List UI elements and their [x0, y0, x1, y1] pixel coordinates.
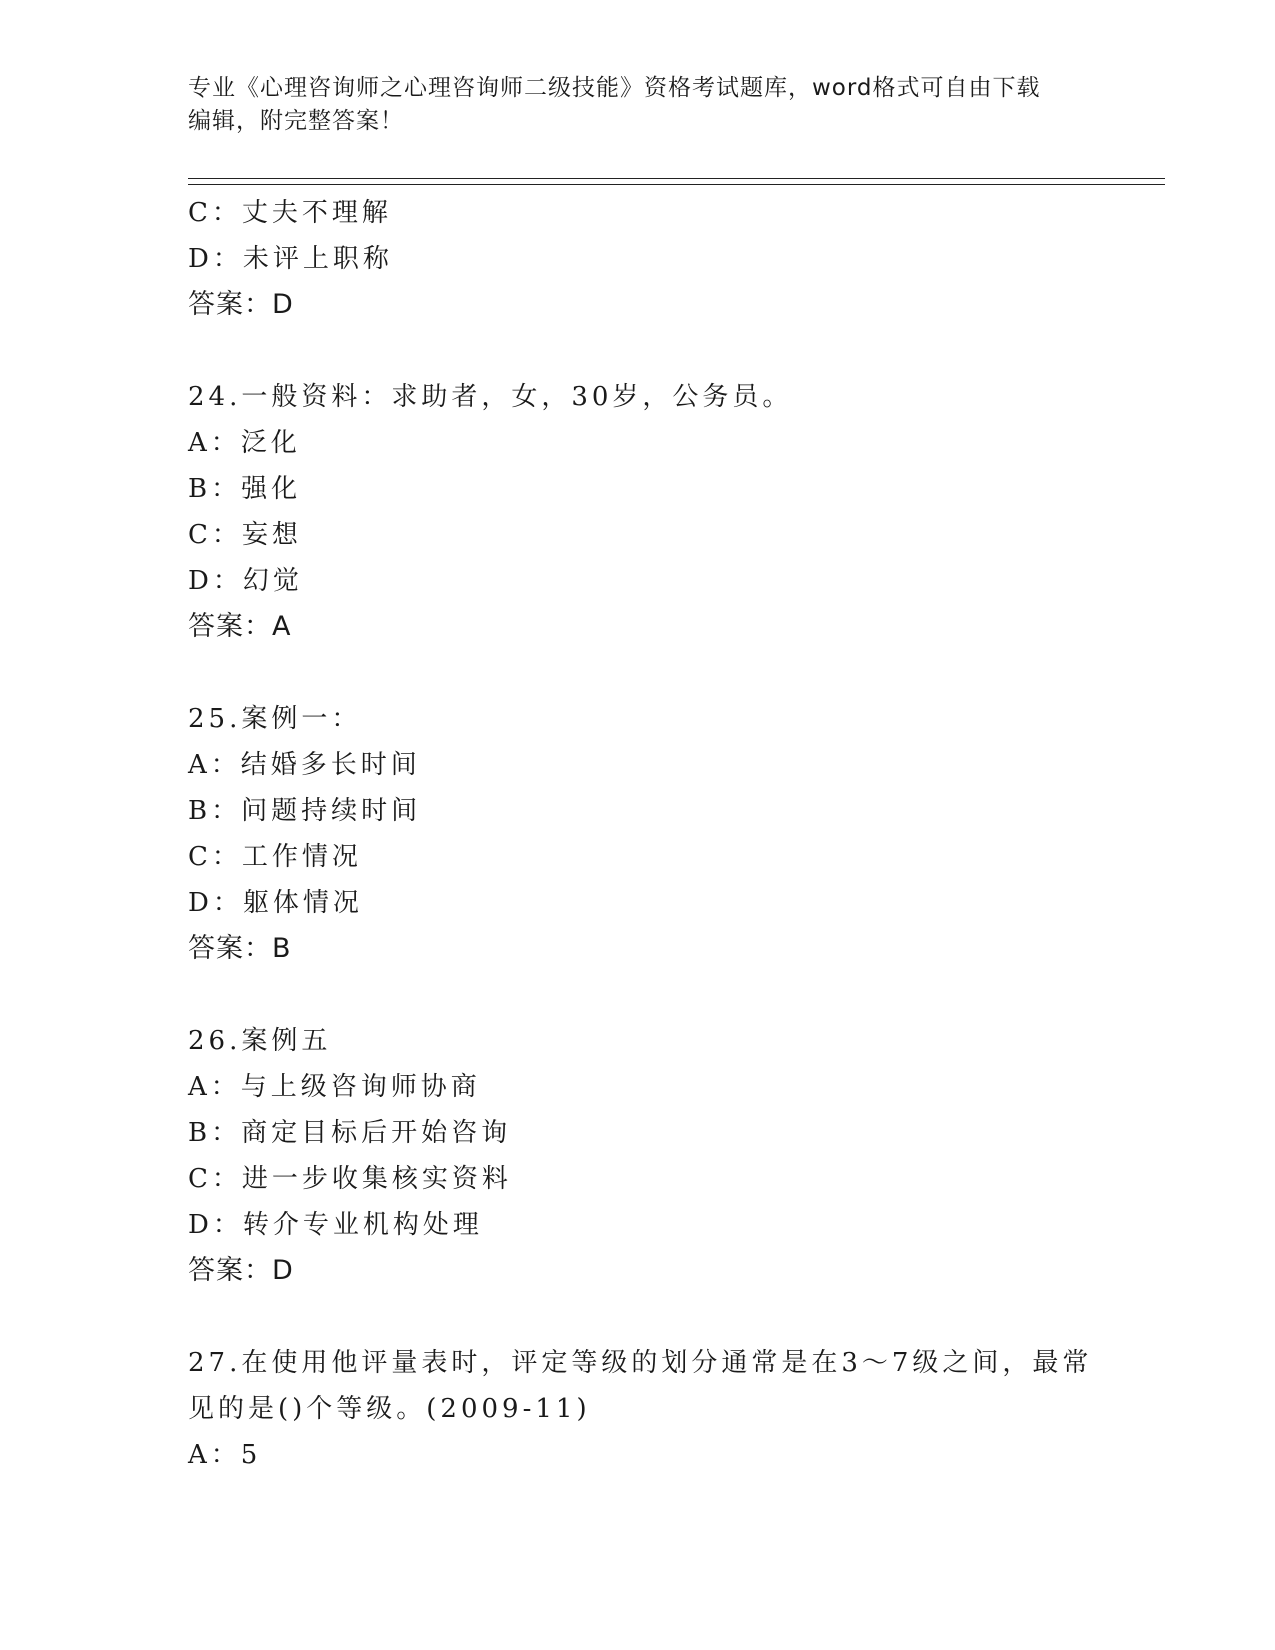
question-title-line-1: 27.在使用他评量表时，评定等级的划分通常是在3～7级之间，最常	[188, 1348, 1093, 1378]
option-a: A：结婚多长时间	[188, 750, 421, 780]
header-line-2: 编辑，附完整答案！	[188, 108, 404, 134]
header-divider-bottom	[188, 184, 1165, 185]
question-item	[188, 1340, 1093, 1478]
question-item	[188, 374, 1088, 650]
option-a: A：与上级咨询师协商	[188, 1072, 481, 1102]
option-a: A：泛化	[188, 428, 301, 458]
option-d: D：幻觉	[188, 566, 303, 596]
option-c: C：妄想	[188, 520, 302, 550]
question-title-line-2: 见的是()个等级。(2009-11)	[188, 1394, 591, 1424]
question-item	[188, 190, 1088, 328]
question-item	[188, 696, 1088, 972]
option-d: D：躯体情况	[188, 888, 363, 918]
answer-line: 答案：A	[188, 611, 292, 642]
header-divider-top	[188, 178, 1165, 179]
question-title: 25.案例一：	[188, 704, 362, 734]
option-c: C：进一步收集核实资料	[188, 1164, 512, 1194]
option-b: B：强化	[188, 474, 302, 504]
question-title: 26.案例五	[188, 1026, 332, 1056]
option-b: B：商定目标后开始咨询	[188, 1118, 512, 1148]
question-title: 24.一般资料：求助者，女，30岁，公务员。	[188, 382, 793, 412]
option-a: A：5	[188, 1440, 262, 1470]
question-item	[188, 1018, 1088, 1294]
header-line-1: 专业《心理咨询师之心理咨询师二级技能》资格考试题库，word格式可自由下载	[188, 75, 1041, 101]
option-d: D：未评上职称	[188, 244, 393, 274]
answer-line: 答案：D	[188, 1255, 294, 1286]
answer-line: 答案：D	[188, 289, 294, 320]
question-list	[188, 190, 1093, 1478]
answer-line: 答案：B	[188, 933, 292, 964]
option-b: B：问题持续时间	[188, 796, 422, 826]
document-header	[188, 72, 1088, 138]
option-c: C：丈夫不理解	[188, 198, 392, 228]
option-c: C：工作情况	[188, 842, 362, 872]
option-d: D：转介专业机构处理	[188, 1210, 483, 1240]
